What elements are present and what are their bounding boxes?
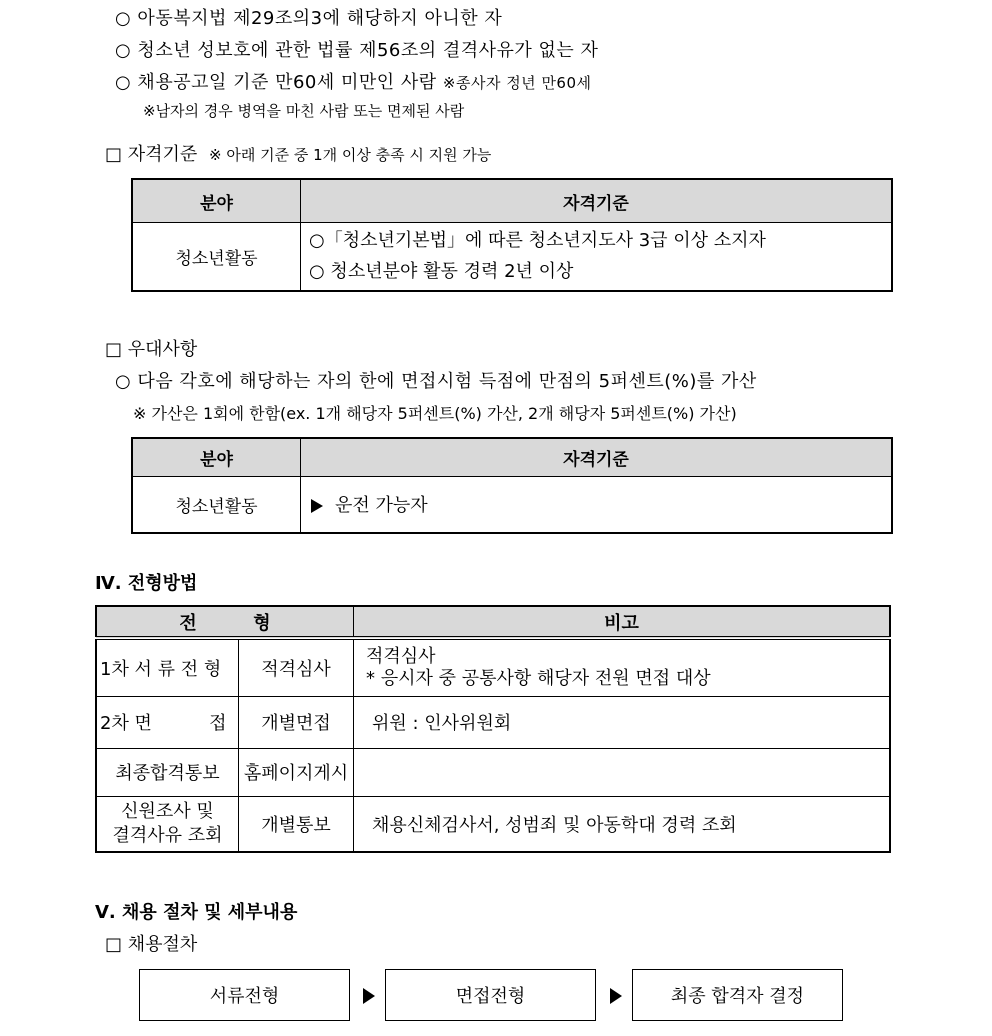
table-row	[96, 796, 890, 852]
qualification-header-criteria: 자격기준	[301, 179, 893, 223]
preference-title: □ 우대사항	[105, 339, 198, 360]
selection-note-1: 적격심사	[366, 645, 436, 667]
selection-stage: 2차 면 접	[96, 696, 239, 748]
selection-heading: Ⅳ. 전형방법	[95, 573, 198, 594]
preference-criteria-cell	[301, 477, 893, 533]
qualification-criteria-cell	[301, 223, 893, 291]
selection-method: 개별면접	[239, 696, 354, 748]
qualification-header-field: 분야	[132, 179, 301, 223]
qualification-criteria-1: ○「청소년기본법」에 따른 청소년지도사 3급 이상 소지자	[309, 230, 766, 252]
selection-stage-line-2: 결격사유 조회	[112, 824, 223, 846]
military-note: ※남자의 경우 병역을 마친 사람 또는 면제된 사람	[143, 102, 465, 120]
triangle-bullet-icon	[311, 499, 323, 513]
selection-method: 개별통보	[239, 796, 354, 852]
qualification-note: ※ 아래 기준 중 1개 이상 충족 시 지원 가능	[209, 146, 492, 164]
qualification-field: 청소년활동	[132, 223, 301, 291]
selection-header-stage: 전 형	[96, 606, 354, 638]
qualification-heading	[105, 140, 491, 166]
selection-method: 적격심사	[239, 638, 354, 696]
procedure-step-1	[139, 969, 350, 1021]
preference-criteria: 운전 가능자	[335, 495, 428, 517]
preference-table	[131, 437, 893, 534]
selection-header-note: 비고	[354, 606, 891, 638]
selection-method: 홈페이지게시	[239, 748, 354, 796]
table-row	[96, 696, 890, 748]
procedure-subtitle: □ 채용절차	[105, 934, 198, 955]
preference-field	[132, 477, 301, 533]
selection-note-2: * 응시자 중 공통사항 해당자 전원 면접 대상	[366, 667, 711, 689]
eligibility-item-3	[115, 68, 592, 94]
eligibility-item-2: ○ 청소년 성보호에 관한 법률 제56조의 결격사유가 없는 자	[115, 40, 599, 61]
procedure-step-3-label: 최종 합격자 결정	[670, 986, 805, 1007]
selection-stage: 1차 서 류 전 형	[96, 638, 239, 696]
arrow-right-icon	[610, 988, 622, 1004]
procedure-step-3	[632, 969, 843, 1021]
selection-stage: 최종합격통보	[96, 748, 239, 796]
procedure-step-1-label: 서류전형	[209, 986, 280, 1007]
selection-note: 채용신체검사서, 성범죄 및 아동학대 경력 조회	[354, 796, 891, 852]
preference-line-1: ○ 다음 각호에 해당하는 자의 한에 면접시험 득점에 만점의 5퍼센트(%)를 가산	[115, 371, 757, 392]
procedure-heading: Ⅴ. 채용 절차 및 세부내용	[95, 902, 298, 923]
arrow-right-icon	[363, 988, 375, 1004]
selection-table	[95, 605, 891, 853]
eligibility-item-1: ○ 아동복지법 제29조의3에 해당하지 아니한 자	[115, 8, 503, 29]
selection-stage-cell	[96, 796, 239, 852]
preference-line-2: ※ 가산은 1회에 한함(ex. 1개 해당자 5퍼센트(%) 가산, 2개 해당자 5퍼센트(%) 가산)	[133, 404, 737, 423]
procedure-step-2-label: 면접전형	[455, 986, 526, 1007]
preference-header-criteria: 자격기준	[301, 438, 893, 477]
procedure-step-2	[385, 969, 596, 1021]
selection-note-cell	[354, 638, 891, 696]
selection-note: 위원 : 인사위원회	[354, 696, 891, 748]
selection-stage-line-1: 신원조사 및	[121, 800, 214, 822]
qualification-table	[131, 178, 893, 292]
table-row	[96, 638, 890, 696]
preference-field-text: 청소년활동	[175, 496, 258, 517]
selection-note	[354, 748, 891, 796]
qualification-title: □ 자격기준	[105, 144, 198, 165]
eligibility-item-3-text: ○ 채용공고일 기준 만60세 미만인 사람	[115, 72, 437, 93]
table-row	[96, 748, 890, 796]
qualification-criteria-2: ○ 청소년분야 활동 경력 2년 이상	[309, 261, 574, 283]
age-note: ※종사자 정년 만60세	[442, 74, 592, 92]
preference-header-field: 분야	[132, 438, 301, 477]
